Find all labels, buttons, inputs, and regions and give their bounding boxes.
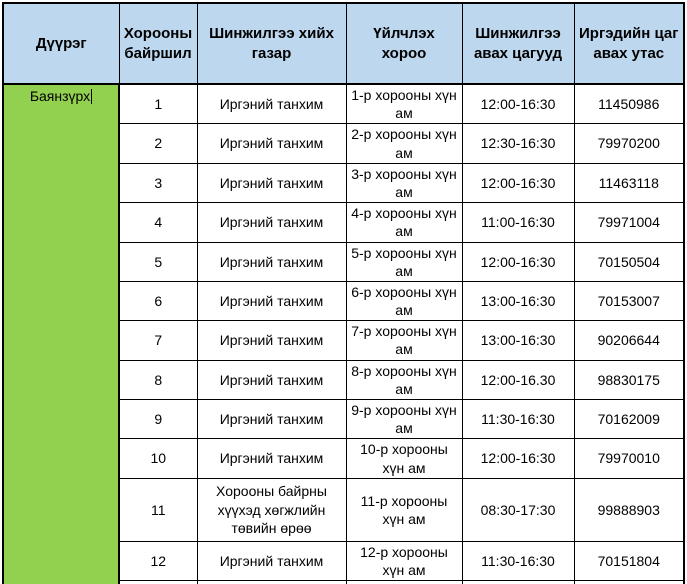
test-hours-cell[interactable]: 08:30-17:30 — [462, 478, 574, 541]
serving-khoroo-cell[interactable]: 12-р хорооны хүн ам — [346, 541, 462, 580]
column-header-test-place[interactable]: Шинжилгээ хийх газар — [197, 3, 346, 84]
column-header-khoroo[interactable]: Үйлчлэх хороо — [346, 3, 462, 84]
test-hours-cell[interactable]: 12:00-16:30 — [462, 163, 574, 202]
test-hours-cell[interactable]: 12:30-16:30 — [462, 124, 574, 163]
khoroo-number-cell[interactable]: 1 — [119, 84, 197, 124]
serving-khoroo-cell[interactable]: 2-р хорооны хүн ам — [346, 124, 462, 163]
district-label: Баянзүрх — [29, 88, 91, 104]
test-hours-cell[interactable]: 12:00-16.30 — [462, 360, 574, 399]
test-place-cell[interactable]: Иргэний танхим — [197, 203, 346, 242]
serving-khoroo-cell[interactable]: 10-р хорооны хүн ам — [346, 439, 462, 478]
serving-khoroo-cell[interactable]: 11-р хорооны хүн ам — [346, 478, 462, 541]
table-row — [3, 84, 684, 124]
khoroo-number-cell[interactable]: 11 — [119, 478, 197, 541]
test-place-cell[interactable]: Иргэний танхим — [197, 84, 346, 124]
table-body — [3, 84, 684, 584]
column-header-district[interactable]: Дүүрэг — [3, 3, 119, 84]
test-hours-cell[interactable]: 13:00-16:30 — [462, 321, 574, 360]
phone-cell[interactable]: 70150504 — [574, 242, 684, 281]
column-header-phone[interactable]: Иргэдийн цаг авах утас — [574, 3, 684, 84]
schedule-table — [2, 2, 685, 584]
phone-cell[interactable]: 79970200 — [574, 124, 684, 163]
column-header-hours[interactable]: Шинжилгээ авах цагууд — [462, 3, 574, 84]
khoroo-number-cell[interactable]: 8 — [119, 360, 197, 399]
phone-cell[interactable]: 11450986 — [574, 84, 684, 124]
column-header-location[interactable]: Хорооны байршил — [119, 3, 197, 84]
phone-cell[interactable]: 11463118 — [574, 163, 684, 202]
table-cell-partial[interactable] — [119, 581, 197, 584]
test-place-cell[interactable]: Иргэний танхим — [197, 400, 346, 439]
test-hours-cell[interactable]: 11:30-16:30 — [462, 400, 574, 439]
test-place-cell[interactable]: Иргэний танхим — [197, 242, 346, 281]
test-place-cell[interactable]: Иргэний танхим — [197, 360, 346, 399]
test-place-cell[interactable]: Иргэний танхим — [197, 541, 346, 580]
serving-khoroo-cell[interactable]: 8-р хорооны хүн ам — [346, 360, 462, 399]
table-cell-partial[interactable] — [574, 581, 684, 584]
test-place-cell[interactable]: Иргэний танхим — [197, 321, 346, 360]
test-place-cell[interactable]: Иргэний танхим — [197, 439, 346, 478]
phone-cell[interactable]: 90206644 — [574, 321, 684, 360]
khoroo-number-cell[interactable]: 10 — [119, 439, 197, 478]
khoroo-number-cell[interactable]: 6 — [119, 281, 197, 320]
test-place-cell[interactable]: Иргэний танхим — [197, 163, 346, 202]
phone-cell[interactable]: 99888903 — [574, 478, 684, 541]
table-header — [3, 3, 684, 84]
phone-cell[interactable]: 70153007 — [574, 281, 684, 320]
serving-khoroo-cell[interactable]: 6-р хорооны хүн ам — [346, 281, 462, 320]
district-cell[interactable] — [3, 84, 119, 584]
serving-khoroo-cell[interactable]: 5-р хорооны хүн ам — [346, 242, 462, 281]
test-hours-cell[interactable]: 11:30-16:30 — [462, 541, 574, 580]
test-hours-cell[interactable]: 13:00-16:30 — [462, 281, 574, 320]
phone-cell[interactable]: 98830175 — [574, 360, 684, 399]
table-cell-partial[interactable] — [197, 581, 346, 584]
test-hours-cell[interactable]: 12:00-16:30 — [462, 84, 574, 124]
phone-cell[interactable]: 70162009 — [574, 400, 684, 439]
phone-cell[interactable]: 79970010 — [574, 439, 684, 478]
phone-cell[interactable]: 79971004 — [574, 203, 684, 242]
serving-khoroo-cell[interactable]: 1-р хорооны хүн ам — [346, 84, 462, 124]
serving-khoroo-cell[interactable]: 7-р хорооны хүн ам — [346, 321, 462, 360]
khoroo-number-cell[interactable]: 9 — [119, 400, 197, 439]
khoroo-number-cell[interactable]: 5 — [119, 242, 197, 281]
test-place-cell[interactable]: Хорооны байрны хүүхэд хөгжлийн төвийн өрөө — [197, 478, 346, 541]
khoroo-number-cell[interactable]: 2 — [119, 124, 197, 163]
test-hours-cell[interactable]: 12:00-16:30 — [462, 242, 574, 281]
text-cursor — [91, 89, 92, 104]
khoroo-number-cell[interactable]: 4 — [119, 203, 197, 242]
test-hours-cell[interactable]: 12:00-16:30 — [462, 439, 574, 478]
test-place-cell[interactable]: Иргэний танхим — [197, 281, 346, 320]
table-cell-partial[interactable] — [346, 581, 462, 584]
test-place-cell[interactable]: Иргэний танхим — [197, 124, 346, 163]
phone-cell[interactable]: 70151804 — [574, 541, 684, 580]
serving-khoroo-cell[interactable]: 4-р хорооны хүн ам — [346, 203, 462, 242]
khoroo-number-cell[interactable]: 3 — [119, 163, 197, 202]
test-hours-cell[interactable]: 11:00-16:30 — [462, 203, 574, 242]
table-cell-partial[interactable] — [462, 581, 574, 584]
serving-khoroo-cell[interactable]: 3-р хорооны хүн ам — [346, 163, 462, 202]
header-row — [3, 3, 684, 84]
khoroo-number-cell[interactable]: 7 — [119, 321, 197, 360]
serving-khoroo-cell[interactable]: 9-р хорооны хүн ам — [346, 400, 462, 439]
khoroo-number-cell[interactable]: 12 — [119, 541, 197, 580]
